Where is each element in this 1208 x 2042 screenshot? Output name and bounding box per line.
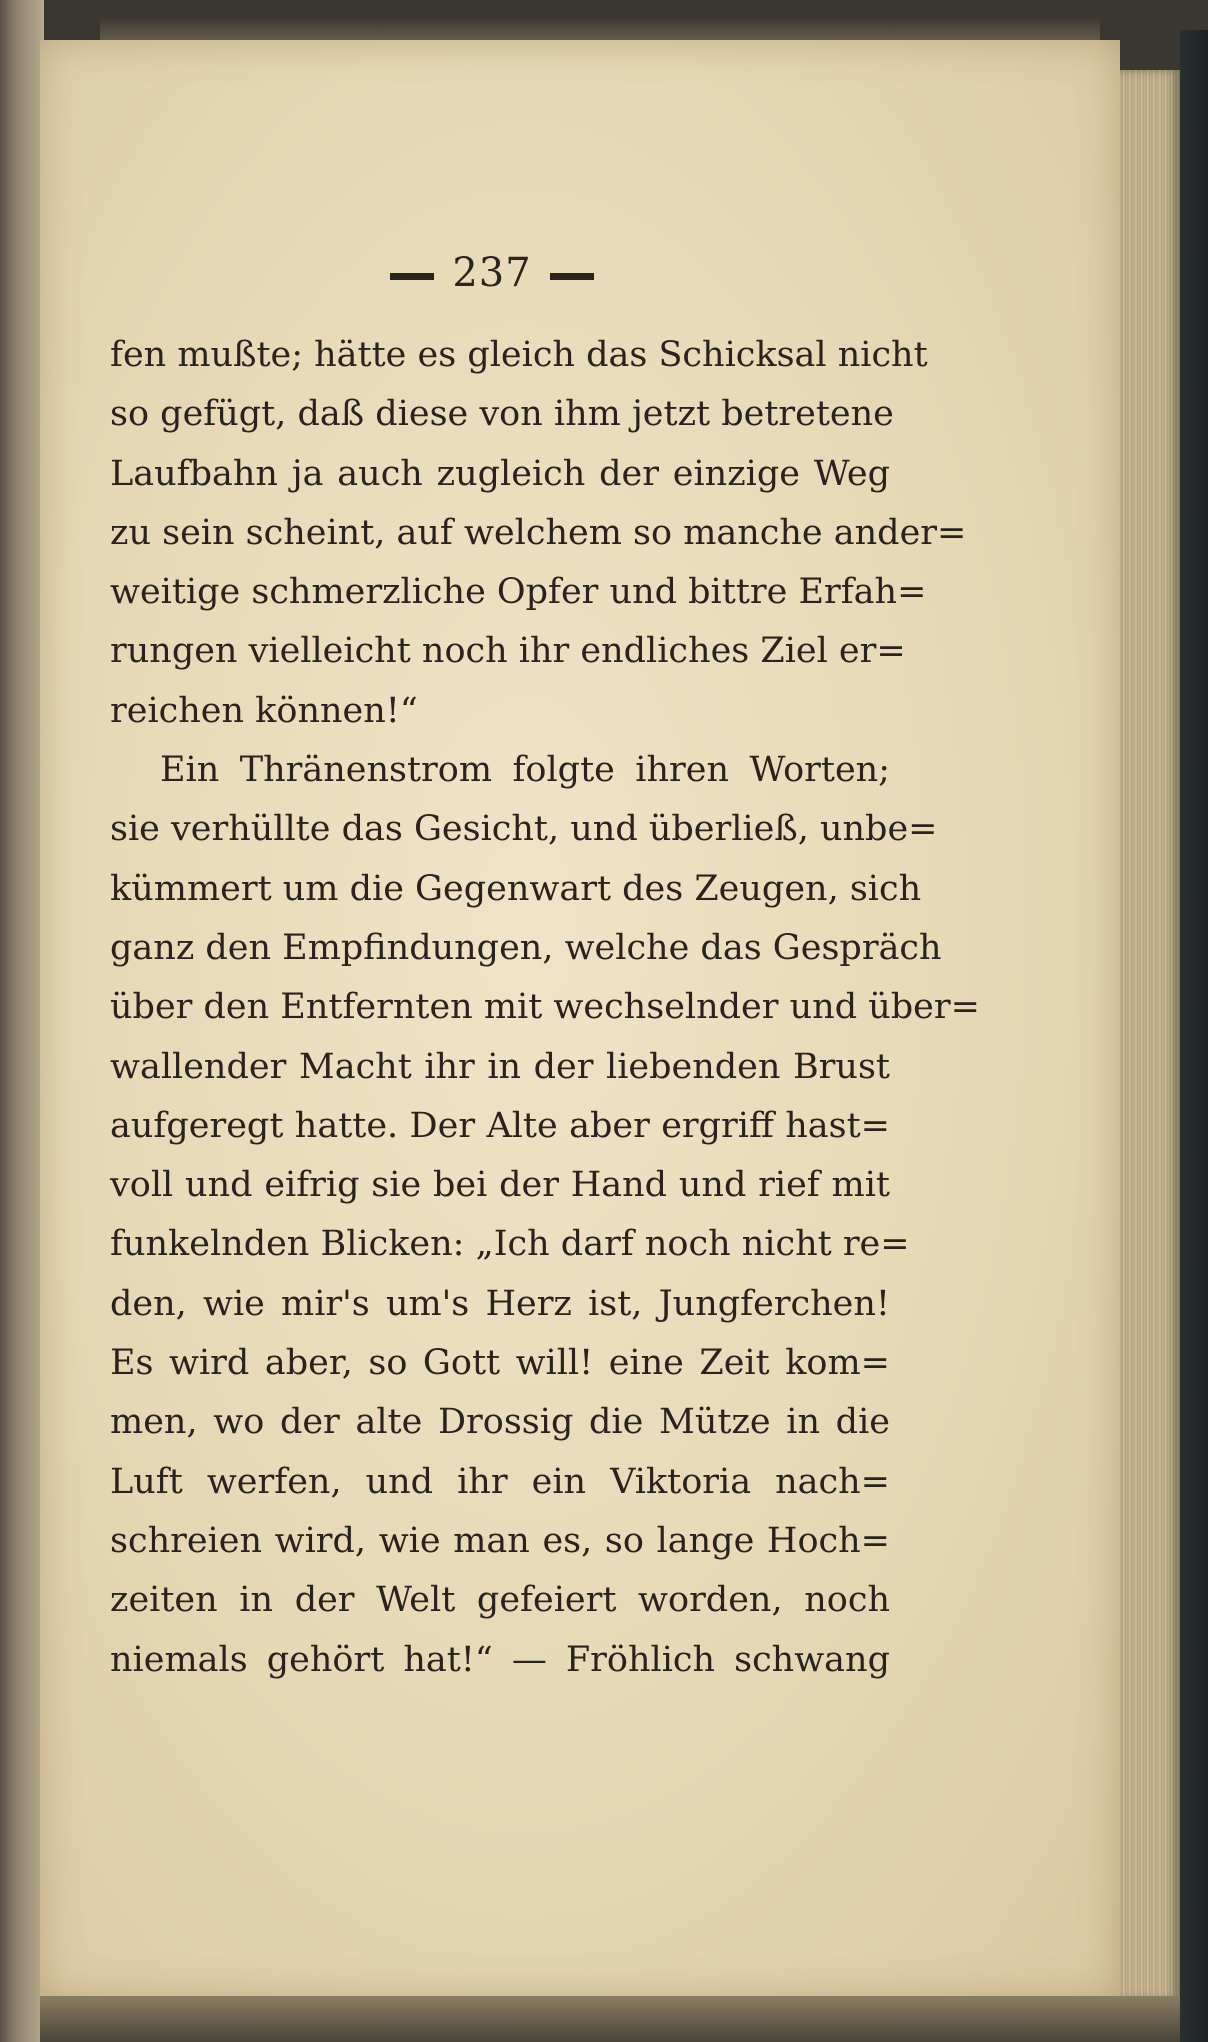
header-dash-right	[550, 273, 594, 280]
page-number: 237	[452, 250, 532, 296]
text-line: den, wie mir's um's Herz ist, Jungferchen!	[110, 1283, 890, 1324]
page-edges	[1120, 70, 1180, 2000]
text-line: funkelnden Blicken: „Ich darf noch nicht re=	[110, 1224, 910, 1265]
bottom-book-edge	[40, 1996, 1180, 2042]
text-line: wallender Macht ihr in der liebenden Brust	[110, 1046, 890, 1087]
text-line: reichen können!“	[110, 690, 418, 731]
text-line: über den Entfernten mit wechselnder und über=	[110, 987, 980, 1028]
text-line: Ein Thränenstrom folgte ihren Worten;	[160, 750, 890, 791]
text-line: kümmert um die Gegenwart des Zeugen, sich	[110, 868, 922, 909]
text-line: niemals gehört hat!“ — Fröhlich schwang	[110, 1639, 890, 1680]
text-line: aufgeregt hatte. Der Alte aber ergriff hast=	[110, 1105, 890, 1146]
text-line: voll und eifrig sie bei der Hand und rief mit	[110, 1165, 890, 1206]
text-line: Laufbahn ja auch zugleich der einzige Weg	[110, 453, 890, 494]
header-dash-left	[390, 273, 434, 280]
text-line: zu sein scheint, auf welchem so manche ander=	[110, 512, 967, 553]
binding-gutter	[0, 0, 44, 2042]
text-line: Luft werfen, und ihr ein Viktoria nach=	[110, 1461, 890, 1502]
text-line: so gefügt, daß diese von ihm jetzt betretene	[110, 394, 894, 435]
body-text	[110, 326, 980, 1690]
text-line: fen mußte; hätte es gleich das Schicksal nicht	[110, 335, 928, 375]
text-line: schreien wird, wie man es, so lange Hoch=	[110, 1520, 890, 1561]
page-header	[372, 250, 612, 296]
text-line: zeiten in der Welt gefeiert worden, noch	[110, 1580, 890, 1621]
text-line: weitige schmerzliche Opfer und bittre Erfah=	[110, 572, 927, 613]
book-cover-edge	[1180, 30, 1208, 2042]
text-line: ganz den Empfindungen, welche das Gespräch	[110, 927, 942, 968]
text-line: rungen vielleicht noch ihr endliches Ziel er=	[110, 631, 906, 672]
text-line: sie verhüllte das Gesicht, und überließ, unbe=	[110, 809, 938, 850]
text-line: Es wird aber, so Gott will! eine Zeit kom=	[110, 1343, 890, 1384]
text-line: men, wo der alte Drossig die Mütze in die	[110, 1402, 890, 1443]
